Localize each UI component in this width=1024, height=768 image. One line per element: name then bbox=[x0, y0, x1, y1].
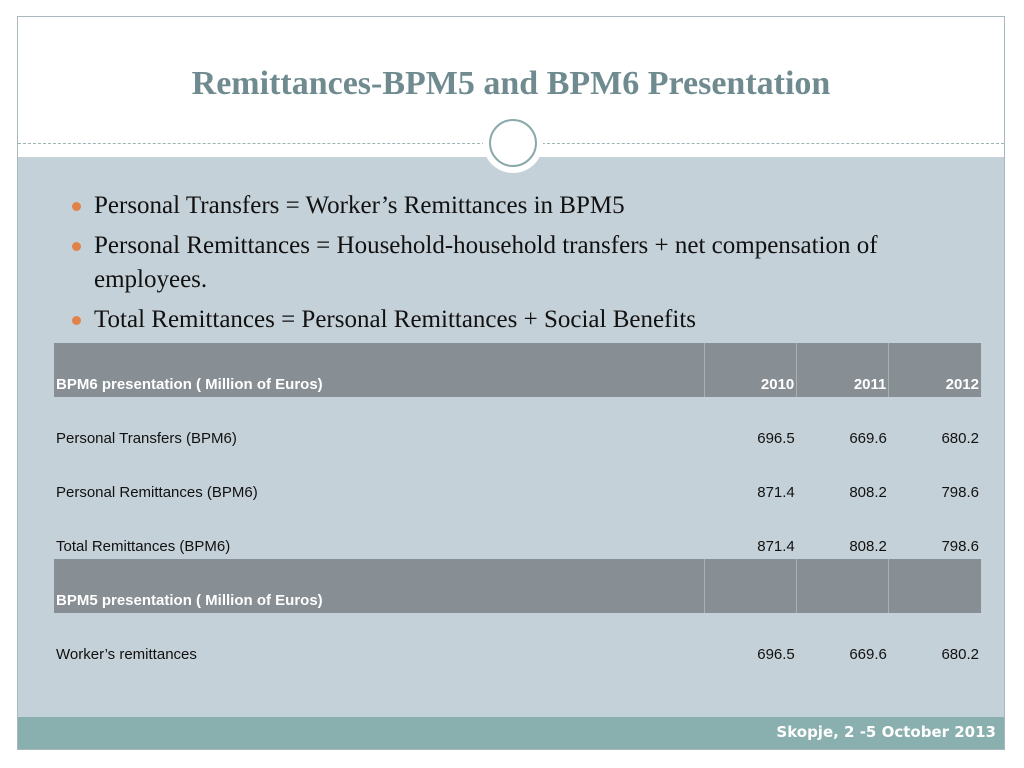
cell-value: 669.6 bbox=[849, 430, 887, 447]
circle-ring bbox=[489, 119, 537, 167]
cell-value: 696.5 bbox=[757, 646, 795, 663]
bpm6-header-label: BPM6 presentation ( Million of Euros) bbox=[54, 343, 705, 397]
remittances-table bbox=[54, 343, 981, 667]
cell-value: 798.6 bbox=[941, 484, 979, 501]
row-label: Worker’s remittances bbox=[56, 646, 197, 663]
table-row bbox=[54, 505, 981, 559]
row-label: Total Remittances (BPM6) bbox=[56, 538, 231, 555]
table-row bbox=[54, 397, 981, 451]
cell-value: 696.5 bbox=[757, 430, 795, 447]
slide-title: Remittances-BPM5 and BPM6 Presentation bbox=[191, 65, 831, 102]
empty-header-cell bbox=[705, 559, 797, 613]
cell-value: 669.6 bbox=[849, 646, 887, 663]
cell-value: 808.2 bbox=[849, 538, 887, 555]
cell-value: 680.2 bbox=[941, 430, 979, 447]
table-row bbox=[54, 613, 981, 667]
table-header-row-bpm6 bbox=[54, 343, 981, 397]
bullet-item: Personal Transfers = Worker’s Remittances in BPM5 bbox=[72, 189, 972, 223]
table-header-row-bpm5 bbox=[54, 559, 981, 613]
row-label: Personal Transfers (BPM6) bbox=[56, 430, 237, 447]
circle-ornament-icon bbox=[483, 113, 543, 173]
footer-bar bbox=[18, 717, 1004, 750]
cell-value: 680.2 bbox=[941, 646, 979, 663]
year-header: 2010 bbox=[705, 343, 797, 397]
empty-header-cell bbox=[797, 559, 889, 613]
table-row bbox=[54, 451, 981, 505]
footer-text: Skopje, 2 -5 October 2013 bbox=[776, 723, 996, 741]
cell-value: 808.2 bbox=[849, 484, 887, 501]
row-label: Personal Remittances (BPM6) bbox=[56, 484, 258, 501]
slide bbox=[17, 16, 1005, 750]
bullet-item: Total Remittances = Personal Remittances + Social Benefits bbox=[72, 303, 972, 337]
year-header: 2012 bbox=[889, 343, 981, 397]
bpm5-header-label: BPM5 presentation ( Million of Euros) bbox=[54, 559, 705, 613]
empty-header-cell bbox=[889, 559, 981, 613]
cell-value: 871.4 bbox=[757, 484, 795, 501]
cell-value: 871.4 bbox=[757, 538, 795, 555]
cell-value: 798.6 bbox=[941, 538, 979, 555]
bullet-item: Personal Remittances = Household-household transfers + net compensation of employees. bbox=[72, 229, 972, 297]
bullet-list bbox=[72, 189, 972, 343]
year-header: 2011 bbox=[797, 343, 889, 397]
